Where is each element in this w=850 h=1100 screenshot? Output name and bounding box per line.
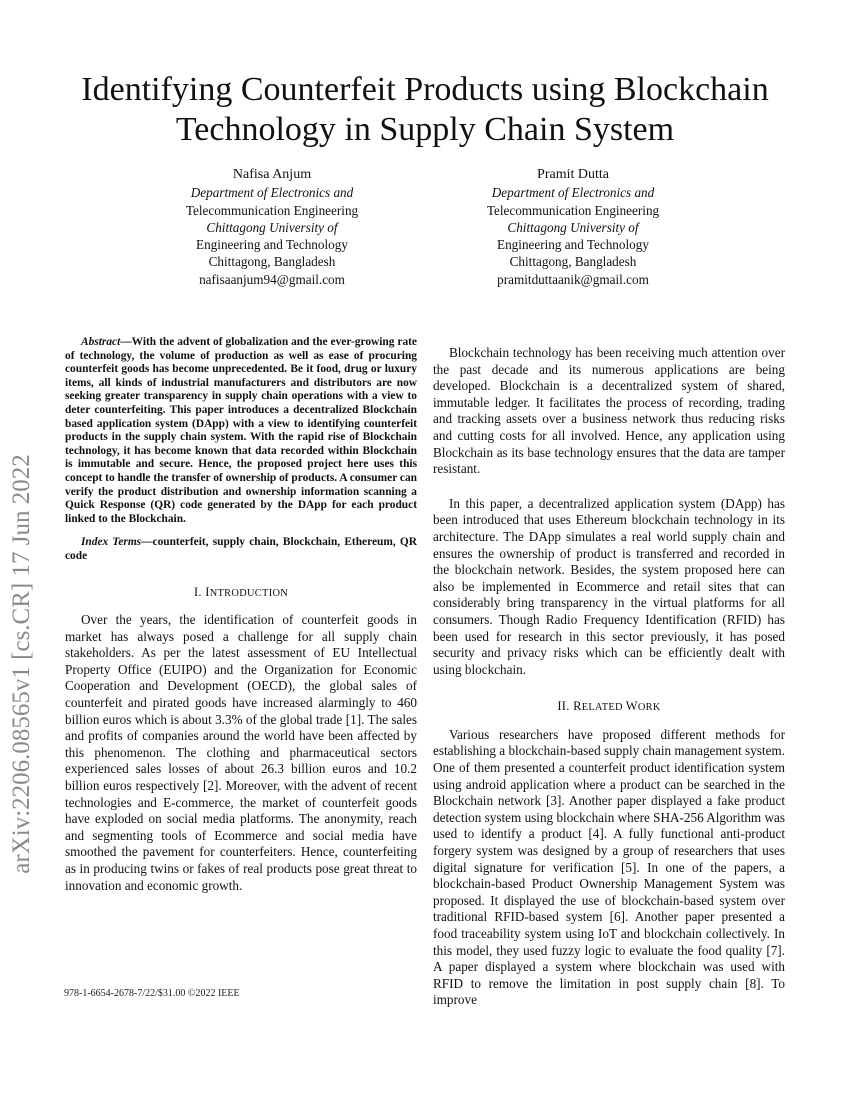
paper-title: Identifying Counterfeit Products using Blockchain Technology in Supply Chain System [81, 71, 769, 148]
section-heading-related-work: II. RELATED WORK [557, 699, 661, 714]
right-column [433, 345, 785, 1009]
copyright-footer: 978-1-6654-2678-7/22/$31.00 ©2022 IEEE [64, 988, 240, 999]
index-terms [65, 536, 417, 563]
author-email: pramitduttaanik@gmail.com [497, 271, 649, 287]
author-name: Pramit Dutta [537, 167, 609, 182]
abstract [65, 336, 417, 526]
author-dept: Department of Electronics and [190, 185, 354, 201]
abstract-lead: Abstract [81, 336, 121, 348]
abstract-text: —With the advent of globalization and the ever-growing rate of technology, the volume of production as well as ease of procuring counterfeit goods has become unprecedented. Be it food, drug or luxury items, all kinds of industrial manufacturers and distributors are now seeking greater transparency in supply chain operations with a view to deter counterfeiting. This paper introduces a decentralized Blockchain based application system (DApp) with a view to identifying counterfeit products in the supply chain system. With the rapid rise of Blockchain technology, it has become known that data recorded within Blockchain is immutable and secure. Hence, the proposed project here uses this concept to handle the transfer of ownership of products. A consumer can verify the product distribution and ownership information scanning a Quick Response (QR) code generated by the DApp for each product linked to the Blockchain. [65, 336, 417, 525]
author-block-1 [142, 166, 402, 288]
paragraph-paper-introduction: In this paper, a decentralized application system (DApp) has been introduced that uses Ethereum blockchain technology in its architecture. The DApp simulates a real world supply chain and ensures the ownership of product is transferred and recorded in the blockchain network. Besides, the system proposed here can also be implemented in Ecommerce and retail sites that can considerably bring transparency in the virtual platforms for all consumers. Though Radio Frequency Identification (RFID) has been used for research in this sector previously, it has posed security and privacy risks which can be efficiently dealt with using blockchain. [433, 495, 785, 677]
author-dept-2: Telecommunication Engineering [486, 202, 660, 218]
left-column [65, 336, 417, 894]
section-heading-introduction: I. INTRODUCTION [193, 584, 289, 599]
author-univ-2: Engineering and Technology [196, 237, 348, 253]
author-city: Chittagong, Bangladesh [208, 254, 336, 270]
author-city: Chittagong, Bangladesh [509, 254, 637, 270]
index-terms-text: —counterfeit, supply chain, Blockchain, Ethereum, QR code [65, 536, 417, 562]
author-univ: Chittagong University of [507, 219, 639, 235]
author-block-2 [443, 166, 703, 288]
author-univ: Chittagong University of [206, 219, 338, 235]
paragraph-blockchain-overview: Blockchain technology has been receiving much attention over the past decade and its numerous applications are being developed. Blockchain is a decentralized system of shared, immutable ledger. It facilitates the process of recording, trading and tracking assets over a business network thus reducing risks and cutting costs for all involved. Hence, any application using Blockchain as its base technology ensures that the data are tamper resistant. [433, 345, 785, 477]
related-work-paragraph: Various researchers have proposed different methods for establishing a blockchain-based supply chain management system. One of them presented a counterfeit product identification system using android application where a product can be searched in the Blockchain network [3]. Another paper displayed a fake product detection system using blockchain where SHA-256 Algorithm was used to identify a product [4]. A fully functional anti-product forgery system was designed by a group of researchers that uses digital signature for verification [5]. In one of the papers, a blockchain-based Product Ownership Management System was proposed. It displayed the use of blockchain-based system over traditional RFID-based system [6]. Another paper presented a food traceability system using IoT and blockchain collectively. In this model, they used fuzzy logic to evaluate the food quality [7]. A paper displayed a system where blockchain was used with RFID to remove the limitation in post supply chain [8]. To improve [433, 726, 785, 1008]
author-dept: Department of Electronics and [491, 185, 655, 201]
author-dept-2: Telecommunication Engineering [185, 202, 359, 218]
author-univ-2: Engineering and Technology [497, 237, 649, 253]
author-name: Nafisa Anjum [232, 167, 312, 182]
index-terms-lead: Index Terms [81, 536, 142, 549]
author-email: nafisaanjum94@gmail.com [199, 271, 345, 287]
intro-paragraph: Over the years, the identification of counterfeit goods in market has always posed a challenge for all supply chain stakeholders. As per the latest assessment of EU Intellectual Property Office (EUIPO) and the Organization for Economic Cooperation and Development (OECD), the global sales of counterfeit and pirated goods have increased alarmingly to 460 billion euros which is about 3.3% of the global trade [1]. The sales and profits of companies around the world have been affected by this phenomenon. The clothing and pharmaceutical sectors experienced sales losses of about 26.3 billion euros and 10.2 billion euros respectively [2]. Moreover, with the advent of recent technologies and E-commerce, the market of counterfeit goods have exploded on social media platforms. The anonymity, reach and segmenting tools of Ecommerce and social media have smoothed the pavement for counterfeiters. Hence, counterfeiting as in producing twins or fakes of real products pose great threat to innovation and economic growth. [65, 612, 417, 893]
arxiv-stamp-text: arXiv:2206.08565v1 [cs.CR] 17 Jun 2022 [8, 454, 35, 874]
